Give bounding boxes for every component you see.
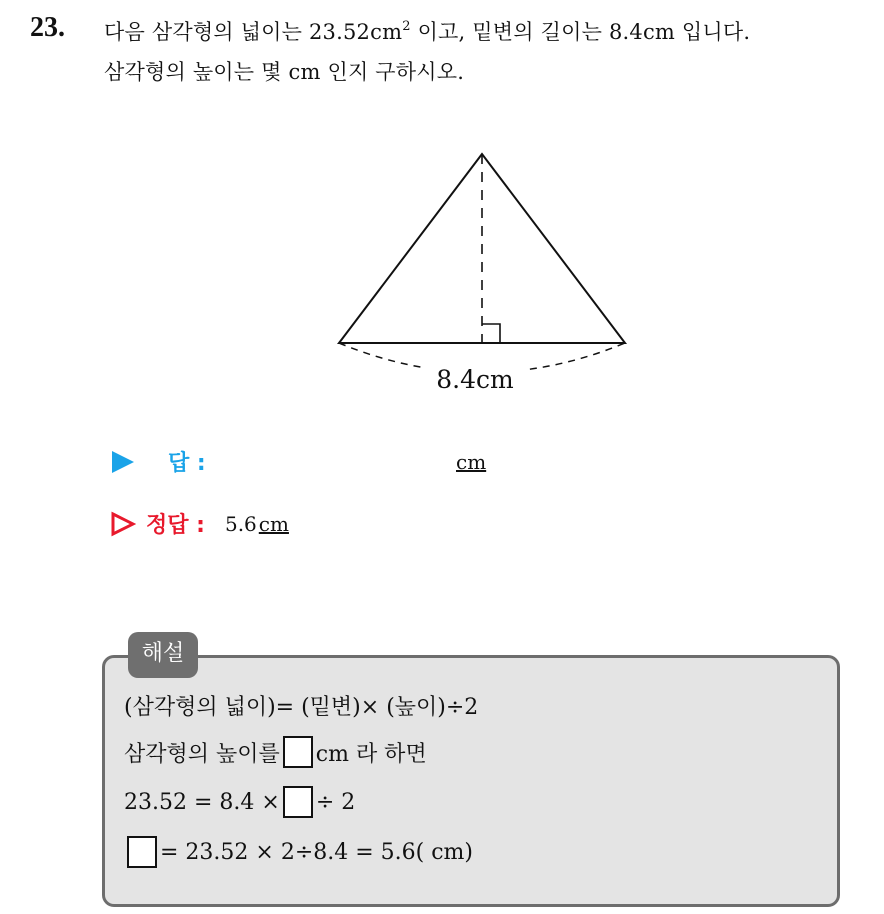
question-text-1b: 이고, 밑변의 길이는 8.4cm 입니다. bbox=[410, 20, 751, 44]
explanation-line-3 bbox=[124, 786, 355, 818]
blank-box bbox=[283, 786, 313, 818]
blank-box bbox=[283, 736, 313, 768]
blank-box bbox=[127, 836, 157, 868]
question-line-2: 삼각형의 높이는 몇 cm 인지 구하시오. bbox=[104, 60, 465, 84]
explanation-line-4 bbox=[124, 836, 473, 868]
explanation-line-1: (삼각형의 넓이)= (밑변)× (높이)÷2 bbox=[124, 695, 479, 720]
question-text-1a: 다음 삼각형의 넓이는 23.52cm bbox=[104, 20, 403, 44]
question-line-1 bbox=[104, 16, 750, 46]
explanation-text-2a: 삼각형의 높이를 bbox=[124, 741, 280, 767]
area-exponent: 2 bbox=[402, 19, 411, 34]
explanation-text-3a: 23.52 = 8.4 × bbox=[124, 789, 280, 815]
right-angle-mark bbox=[482, 324, 500, 343]
answer-row bbox=[110, 446, 206, 477]
play-filled-icon bbox=[110, 449, 136, 475]
base-length-label: 8.4cm bbox=[436, 365, 514, 394]
explanation-line-2 bbox=[124, 736, 427, 768]
answer-label: 답 : bbox=[168, 451, 206, 476]
answer-unit: cm bbox=[456, 450, 487, 474]
explanation-text-2b: cm 라 하면 bbox=[315, 741, 427, 767]
explanation-text-4: = 23.52 × 2÷8.4 = 5.6( cm) bbox=[160, 839, 473, 865]
correct-answer-row bbox=[110, 508, 289, 539]
play-outline-icon bbox=[110, 511, 136, 537]
triangle-figure bbox=[320, 140, 640, 400]
correct-answer-unit: cm bbox=[258, 511, 289, 536]
explanation-text-3b: ÷ 2 bbox=[315, 789, 356, 815]
correct-answer-label: 정답 : bbox=[146, 513, 205, 538]
question-number: 23. bbox=[30, 12, 65, 43]
explanation-tab: 해설 bbox=[128, 632, 198, 678]
correct-answer-value: 5.6 bbox=[224, 511, 257, 536]
